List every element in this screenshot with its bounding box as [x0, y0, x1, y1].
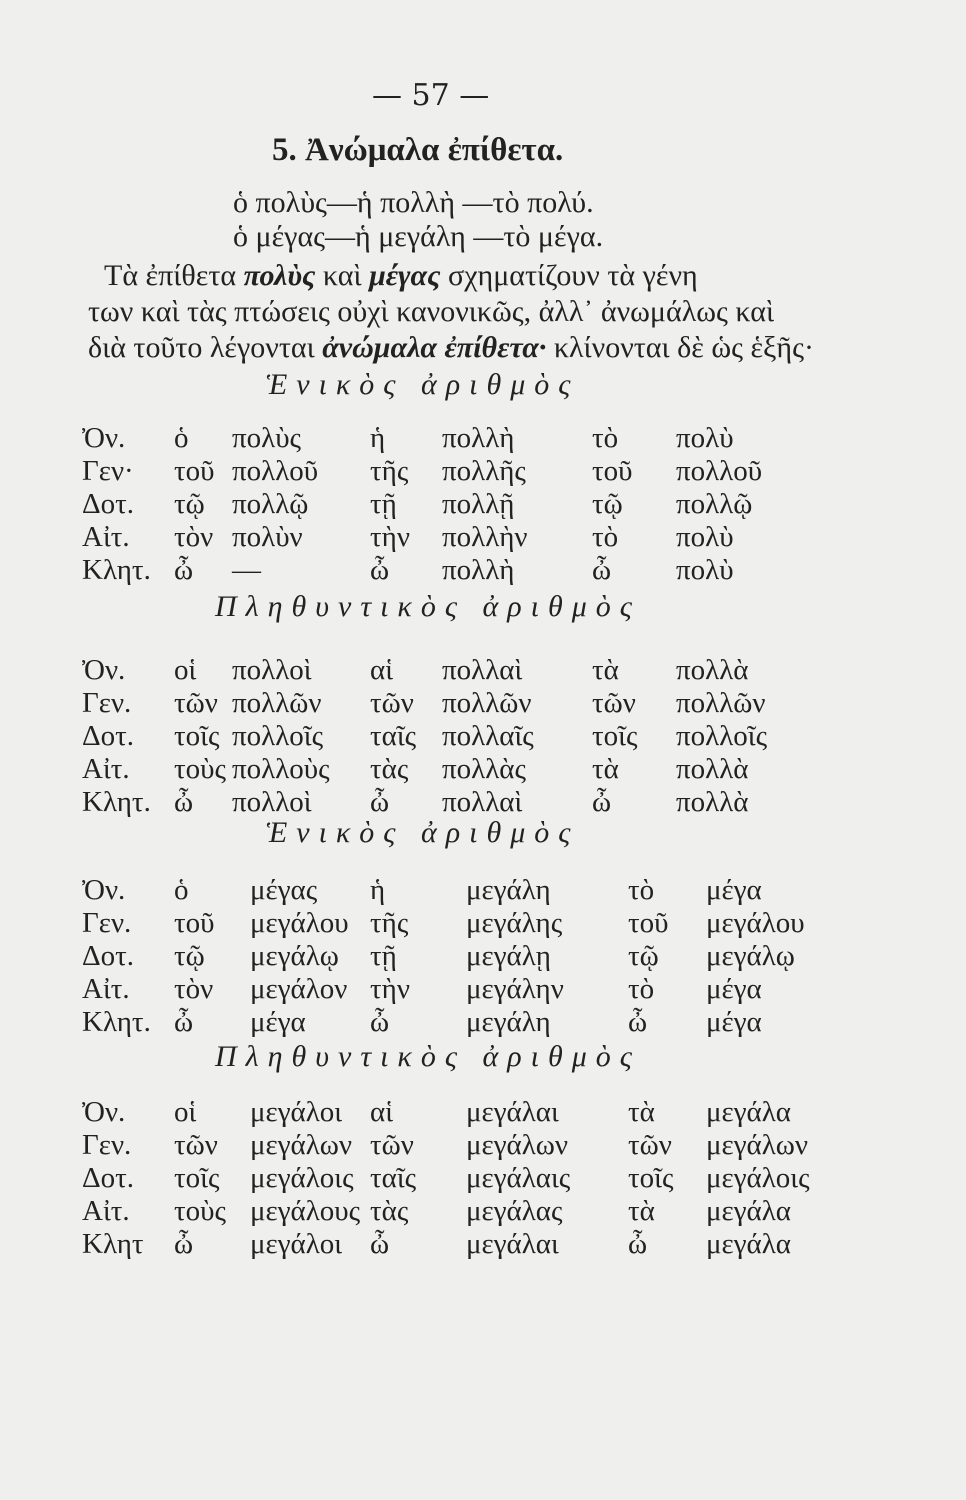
article-fem: αἱ	[370, 654, 393, 686]
form-neut: μέγα	[706, 973, 762, 1005]
form-fem: μεγάλαις	[466, 1162, 571, 1194]
article-fem: ὦ	[370, 1006, 390, 1038]
article-masc: τῷ	[174, 488, 205, 520]
form-masc: μέγα	[250, 1006, 306, 1038]
form-fem: μεγάλην	[466, 973, 564, 1005]
article-fem: ὦ	[370, 1228, 390, 1260]
form-neut: μεγάλῳ	[706, 940, 795, 972]
article-neut: τὸ	[592, 422, 619, 454]
form-neut: μεγάλα	[706, 1096, 791, 1128]
article-fem: ὦ	[370, 786, 390, 818]
form-masc: πολὺς	[232, 422, 302, 454]
form-fem: πολλὰς	[442, 753, 526, 785]
article-fem: ὦ	[370, 554, 390, 586]
case-label: Κλητ.	[82, 786, 151, 818]
article-neut: ὦ	[592, 786, 612, 818]
article-masc: τοὺς	[174, 1195, 226, 1227]
form-fem: πολλῇ	[442, 488, 515, 520]
form-fem: μεγάλας	[466, 1195, 563, 1227]
case-label: Ὀν.	[82, 1096, 126, 1128]
article-neut: τοῖς	[628, 1162, 674, 1194]
form-masc: πολλοῦ	[232, 455, 319, 487]
form-neut: μέγα	[706, 874, 762, 906]
form-neut: πολλῷ	[676, 488, 753, 520]
article-fem: τὰς	[370, 1195, 409, 1227]
article-masc: τοὺς	[174, 753, 226, 785]
case-label: Αἰτ.	[82, 521, 130, 553]
form-neut: πολλῶν	[676, 687, 766, 719]
article-fem: ἡ	[370, 422, 386, 454]
form-masc: μεγάλοις	[250, 1162, 354, 1194]
article-fem: τὰς	[370, 753, 409, 785]
section-heading: Πληθυντικὸς ἀριθμὸς	[215, 1040, 641, 1073]
form-masc: πολλοῖς	[232, 720, 324, 752]
form-neut: μεγάλα	[706, 1195, 791, 1227]
article-fem: ἡ	[370, 874, 386, 906]
paragraph-line: διὰ τοῦτο λέγονται ἀνώμαλα ἐπίθετα· κλίνονται δὲ ὡς ἑξῆς·	[88, 331, 814, 364]
form-neut: πολλὰ	[676, 753, 749, 785]
form-masc: πολλοὶ	[232, 654, 312, 686]
form-fem: μεγάλη	[466, 874, 551, 906]
case-label: Κλητ.	[82, 554, 151, 586]
article-neut: τῶν	[628, 1129, 672, 1161]
article-masc: τοῦ	[174, 907, 215, 939]
case-label: Αἰτ.	[82, 1195, 130, 1227]
article-fem: τῶν	[370, 1129, 414, 1161]
article-neut: τὰ	[628, 1195, 655, 1227]
form-fem: πολλαὶ	[442, 786, 523, 818]
article-masc: τὸν	[174, 973, 214, 1005]
article-neut: τῷ	[592, 488, 623, 520]
form-neut: μέγα	[706, 1006, 762, 1038]
form-masc: μεγάλους	[250, 1195, 361, 1227]
article-fem: ταῖς	[370, 1162, 417, 1194]
forms-line: ὁ πολὺς—ἡ πολλὴ —τὸ πολύ.	[233, 186, 594, 219]
article-neut: ὦ	[628, 1228, 648, 1260]
form-neut: μεγάλοις	[706, 1162, 810, 1194]
form-fem: πολλαὶ	[442, 654, 523, 686]
case-label: Αἰτ.	[82, 973, 130, 1005]
section-title: 5. Ἀνώμαλα ἐπίθετα.	[272, 132, 564, 168]
article-fem: τῆς	[370, 455, 409, 487]
form-masc: μέγας	[250, 874, 318, 906]
article-masc: ὁ	[174, 874, 189, 906]
article-neut: τοῦ	[628, 907, 669, 939]
keyword: πολὺς	[243, 259, 316, 292]
form-fem: πολλῆς	[442, 455, 526, 487]
form-neut: πολλὰ	[676, 654, 749, 686]
form-neut: πολλὰ	[676, 786, 749, 818]
article-neut: τὰ	[592, 654, 619, 686]
case-label: Κλητ.	[82, 1006, 151, 1038]
article-masc: οἱ	[174, 654, 197, 686]
form-masc: πολλοὺς	[232, 753, 330, 785]
case-label: Γεν.	[82, 907, 132, 939]
article-masc: ὁ	[174, 422, 189, 454]
form-fem: μεγάλαι	[466, 1096, 559, 1128]
article-masc: τῶν	[174, 1129, 218, 1161]
article-neut: τοῦ	[592, 455, 633, 487]
article-fem: τῇ	[370, 940, 397, 972]
article-masc: ὦ	[174, 786, 194, 818]
form-fem: μεγάλαι	[466, 1228, 559, 1260]
article-fem: ταῖς	[370, 720, 417, 752]
article-neut: ὦ	[628, 1006, 648, 1038]
article-neut: τῷ	[628, 940, 659, 972]
form-neut: μεγάλα	[706, 1228, 791, 1260]
article-masc: οἱ	[174, 1096, 197, 1128]
article-masc: ὦ	[174, 1228, 194, 1260]
case-label: Ὀν.	[82, 654, 126, 686]
case-label: Ὀν.	[82, 874, 126, 906]
form-masc: πολλοὶ	[232, 786, 312, 818]
case-label: Γεν.	[82, 687, 132, 719]
article-masc: τοῦ	[174, 455, 215, 487]
article-masc: τοῖς	[174, 720, 220, 752]
case-label: Δοτ.	[82, 488, 135, 520]
keyword: μέγας	[369, 259, 441, 292]
form-masc: πολλῷ	[232, 488, 309, 520]
section-heading: Ἑνικὸς ἀριθμὸς	[266, 816, 580, 849]
article-fem: τῶν	[370, 687, 414, 719]
form-fem: πολλῶν	[442, 687, 532, 719]
form-masc: μεγάλοι	[250, 1228, 343, 1260]
article-fem: τῇ	[370, 488, 397, 520]
case-label: Δοτ.	[82, 1162, 135, 1194]
form-neut: μεγάλων	[706, 1129, 808, 1161]
article-masc: τὸν	[174, 521, 214, 553]
article-neut: τὰ	[628, 1096, 655, 1128]
article-fem: τῆς	[370, 907, 409, 939]
form-fem: μεγάλων	[466, 1129, 568, 1161]
form-fem: μεγάλῃ	[466, 940, 551, 972]
article-masc: τῶν	[174, 687, 218, 719]
form-fem: πολλαῖς	[442, 720, 534, 752]
form-masc: μεγάλοι	[250, 1096, 343, 1128]
form-fem: πολλὴ	[442, 554, 515, 586]
form-fem: μεγάλη	[466, 1006, 551, 1038]
paragraph-line: των καὶ τὰς πτώσεις οὐχὶ κανονικῶς, ἀλλ᾽ ἀνωμάλως καὶ	[88, 295, 775, 328]
case-label: Δοτ.	[82, 940, 135, 972]
form-neut: μεγάλου	[706, 907, 805, 939]
section-heading: Ἑνικὸς ἀριθμὸς	[266, 368, 580, 401]
article-masc: τῷ	[174, 940, 205, 972]
form-neut: πολὺ	[676, 422, 734, 454]
case-label: Δοτ.	[82, 720, 135, 752]
intro-paragraph	[88, 258, 828, 366]
case-label: Κλητ	[82, 1228, 144, 1260]
article-fem: αἱ	[370, 1096, 393, 1128]
article-neut: τὰ	[592, 753, 619, 785]
article-neut: ὦ	[592, 554, 612, 586]
case-label: Αἰτ.	[82, 753, 130, 785]
paragraph-line: Τὰ ἐπίθετα πολὺς καὶ μέγας σχηματίζουν τὰ γένη	[104, 259, 698, 292]
form-fem: πολλὴ	[442, 422, 515, 454]
section-heading: Πληθυντικὸς ἀριθμὸς	[215, 590, 641, 623]
case-label: Γεν·	[82, 455, 134, 487]
article-masc: τοῖς	[174, 1162, 220, 1194]
form-masc: μεγάλου	[250, 907, 349, 939]
form-masc: πολλῶν	[232, 687, 322, 719]
form-fem: μεγάλης	[466, 907, 563, 939]
form-masc: πολὺν	[232, 521, 303, 553]
form-neut: πολὺ	[676, 554, 734, 586]
forms-line: ὁ μέγας—ἡ μεγάλη —τὸ μέγα.	[233, 220, 604, 253]
keyword: ἀνώμαλα ἐπίθετα·	[322, 331, 547, 364]
article-neut: τοῖς	[592, 720, 638, 752]
form-masc: μεγάλον	[250, 973, 348, 1005]
form-neut: πολλοῦ	[676, 455, 763, 487]
form-masc: μεγάλων	[250, 1129, 352, 1161]
article-neut: τὸ	[592, 521, 619, 553]
form-masc: μεγάλῳ	[250, 940, 339, 972]
article-neut: τὸ	[628, 973, 655, 1005]
article-fem: τὴν	[370, 521, 410, 553]
form-fem: πολλὴν	[442, 521, 528, 553]
article-neut: τὸ	[628, 874, 655, 906]
article-masc: ὦ	[174, 1006, 194, 1038]
form-neut: πολὺ	[676, 521, 734, 553]
form-masc: —	[232, 554, 261, 586]
case-label: Ὀν.	[82, 422, 126, 454]
article-fem: τὴν	[370, 973, 410, 1005]
page-number: — 57 —	[372, 78, 490, 113]
article-masc: ὦ	[174, 554, 194, 586]
case-label: Γεν.	[82, 1129, 132, 1161]
form-neut: πολλοῖς	[676, 720, 768, 752]
article-neut: τῶν	[592, 687, 636, 719]
